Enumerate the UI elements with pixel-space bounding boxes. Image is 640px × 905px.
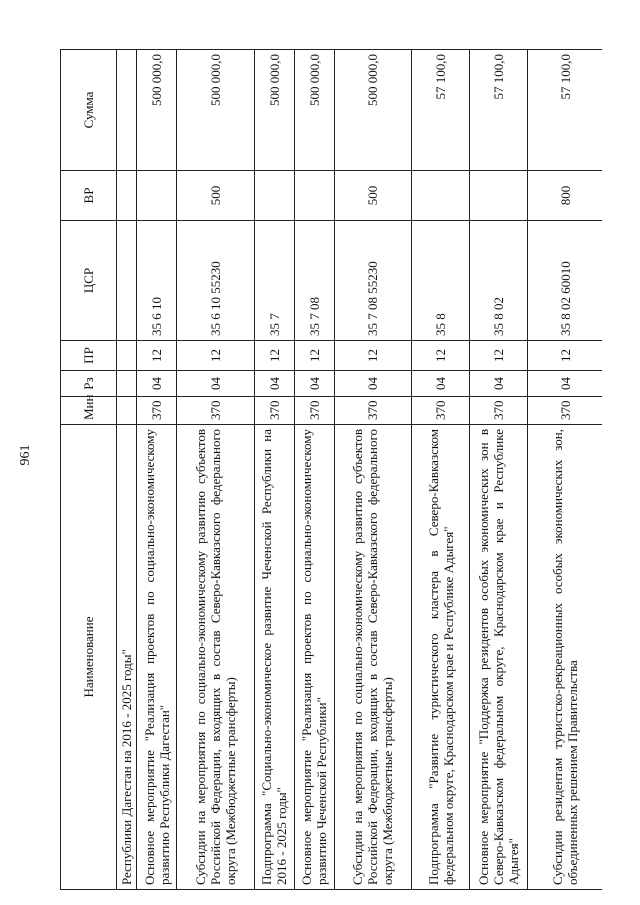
row-sum: 57 100,0 — [528, 50, 602, 171]
row-rz: 04 — [177, 371, 254, 397]
header-vr: ВР — [61, 171, 117, 221]
row-rz: 04 — [470, 371, 528, 397]
table-row — [334, 50, 411, 890]
row-pr: 12 — [528, 341, 602, 371]
table-row — [177, 50, 254, 890]
row-min: 370 — [411, 397, 469, 425]
row-pr: 12 — [411, 341, 469, 371]
table-row — [254, 50, 294, 890]
row-name: Субсидии на мероприятия по социально-экономическому развитию субъектов Российской Федерации, входящих в состав Северо-Кавказского федерального округа (Межбюджетные трансферты) — [334, 425, 411, 890]
row-vr — [294, 171, 334, 221]
row-vr: 500 — [177, 171, 254, 221]
row-name: Подпрограмма "Социально-экономическое развитие Чеченской Республики на 2016 - 2025 годы" — [254, 425, 294, 890]
table-row — [411, 50, 469, 890]
table-header-row — [61, 50, 117, 890]
row-csr: 35 7 — [254, 221, 294, 341]
row-sum: 500 000,0 — [177, 50, 254, 171]
row-min — [117, 397, 137, 425]
row-min: 370 — [470, 397, 528, 425]
row-sum: 500 000,0 — [137, 50, 177, 171]
row-csr: 35 6 10 55230 — [177, 221, 254, 341]
row-name: Подпрограмма "Развитие туристического кластера в Северо-Кавказском федеральном округе, Краснодарском крае и Республике Адыгея" — [411, 425, 469, 890]
row-pr: 12 — [177, 341, 254, 371]
row-name: Основное мероприятие "Поддержка резидентов особых экономических зон в Северо-Кавказском федеральном округе, Краснодарском крае и Республике Адыгея" — [470, 425, 528, 890]
row-name: Основное мероприятие "Реализация проектов по социально-экономическому развитию Чеченской Республики" — [294, 425, 334, 890]
table-row — [528, 50, 602, 890]
row-csr: 35 6 10 — [137, 221, 177, 341]
row-pr: 12 — [334, 341, 411, 371]
row-vr — [411, 171, 469, 221]
row-min: 370 — [528, 397, 602, 425]
row-pr: 12 — [470, 341, 528, 371]
row-csr — [117, 221, 137, 341]
header-name: Наименование — [61, 425, 117, 890]
row-rz: 04 — [334, 371, 411, 397]
header-rz: Рз — [61, 371, 117, 397]
table-row — [117, 50, 137, 890]
row-rz: 04 — [137, 371, 177, 397]
row-name: Субсидии на мероприятия по социально-экономическому развитию субъектов Российской Федерации, входящих в состав Северо-Кавказского федерального округа (Межбюджетные трансферты) — [177, 425, 254, 890]
page-number: 961 — [18, 444, 33, 466]
row-sum: 500 000,0 — [334, 50, 411, 171]
row-pr: 12 — [294, 341, 334, 371]
row-min: 370 — [137, 397, 177, 425]
row-pr: 12 — [254, 341, 294, 371]
row-pr — [117, 341, 137, 371]
row-vr — [117, 171, 137, 221]
row-csr: 35 7 08 55230 — [334, 221, 411, 341]
header-pr: ПР — [61, 341, 117, 371]
row-vr — [470, 171, 528, 221]
budget-table — [60, 49, 602, 890]
row-rz: 04 — [528, 371, 602, 397]
row-rz: 04 — [294, 371, 334, 397]
row-rz — [117, 371, 137, 397]
header-min: Мин — [61, 397, 117, 425]
row-pr: 12 — [137, 341, 177, 371]
row-sum: 500 000,0 — [254, 50, 294, 171]
row-csr: 35 8 02 — [470, 221, 528, 341]
table-row — [137, 50, 177, 890]
row-name: Субсидии резидентам туристско-рекреационных особых экономических зон, объединенных решением Правительства — [528, 425, 602, 890]
row-csr: 35 8 — [411, 221, 469, 341]
row-sum — [117, 50, 137, 171]
row-vr — [254, 171, 294, 221]
row-vr: 800 — [528, 171, 602, 221]
row-csr: 35 7 08 — [294, 221, 334, 341]
row-name: Основное мероприятие "Реализация проектов по социально-экономическому развитию Республики Дагестан" — [137, 425, 177, 890]
table-row — [470, 50, 528, 890]
row-csr: 35 8 02 60010 — [528, 221, 602, 341]
row-vr: 500 — [334, 171, 411, 221]
row-min: 370 — [177, 397, 254, 425]
row-sum: 57 100,0 — [470, 50, 528, 171]
row-min: 370 — [334, 397, 411, 425]
table-row — [294, 50, 334, 890]
row-sum: 500 000,0 — [294, 50, 334, 171]
header-csr: ЦСР — [61, 221, 117, 341]
row-sum: 57 100,0 — [411, 50, 469, 171]
header-sum: Сумма — [61, 50, 117, 171]
row-vr — [137, 171, 177, 221]
row-rz: 04 — [411, 371, 469, 397]
row-min: 370 — [254, 397, 294, 425]
row-rz: 04 — [254, 371, 294, 397]
row-name: Республики Дагестан на 2016 - 2025 годы" — [117, 425, 137, 890]
row-min: 370 — [294, 397, 334, 425]
